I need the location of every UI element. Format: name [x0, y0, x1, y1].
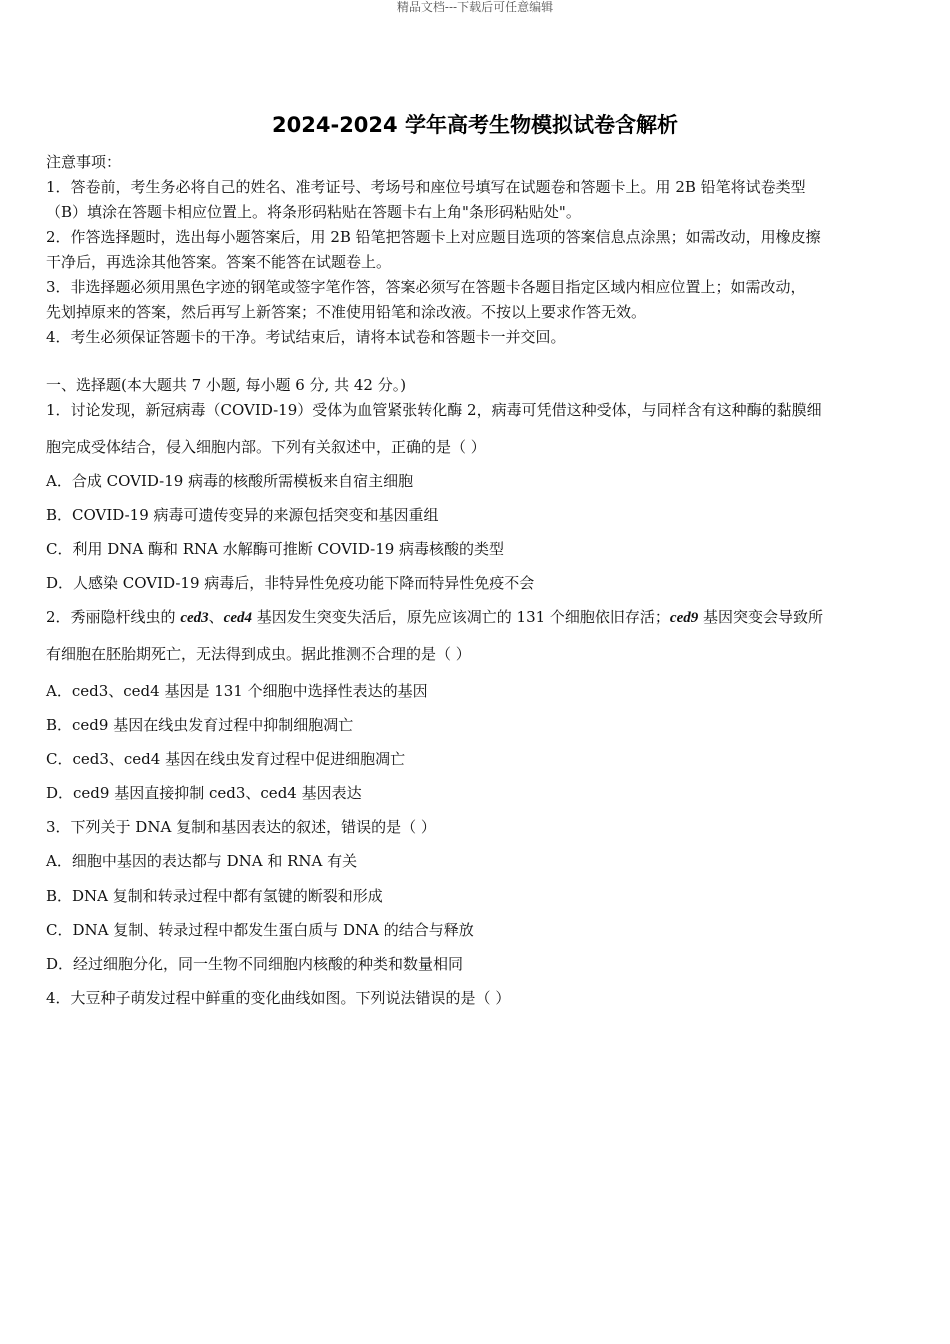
q2-stem-text: 基因突变会导致所: [698, 608, 824, 626]
q2-gene-ced9: ced9: [669, 610, 699, 626]
q2-stem-text: 基因发生突变失活后，原先应该凋亡的 131 个细胞依旧存活；: [251, 608, 670, 626]
q3-stem: 3．下列关于 DNA 复制和基因表达的叙述，错误的是（ ）: [46, 818, 436, 836]
q2-option-d: D．ced9 基因直接抑制 ced3、ced4 基因表达: [46, 784, 362, 802]
q3-option-c: C．DNA 复制、转录过程中都发生蛋白质与 DNA 的结合与释放: [46, 921, 474, 939]
q2-gene-ced3: ced3: [180, 610, 209, 626]
q3-option-b: B．DNA 复制和转录过程中都有氢键的断裂和形成: [46, 887, 383, 905]
q1-stem-line1: 1．讨论发现，新冠病毒（COVID-19）受体为血管紧张转化酶 2，病毒可凭借这种受体，与同样含有这种酶的黏膜细: [46, 401, 822, 419]
q2-option-a: A．ced3、ced4 基因是 131 个细胞中选择性表达的基因: [46, 682, 428, 700]
q1-stem-line2: 胞完成受体结合，侵入细胞内部。下列有关叙述中，正确的是（ ）: [46, 438, 486, 456]
section-title: 一、选择题(本大题共 7 小题, 每小题 6 分, 共 42 分。): [46, 376, 407, 394]
q1-option-b: B．COVID-19 病毒可遗传变异的来源包括突变和基因重组: [46, 506, 439, 524]
notice-line: 3．非选择题必须用黑色字迹的钢笔或签字笔作答，答案必须写在答题卡各题目指定区域内相应位置上；如需改动，: [46, 278, 806, 296]
q2-option-b: B．ced9 基因在线虫发育过程中抑制细胞凋亡: [46, 716, 354, 734]
q2-separator: 、: [208, 608, 224, 626]
q2-stem-line1: [46, 606, 906, 627]
q2-stem-line2: [46, 643, 906, 664]
notice-line: 2．作答选择题时，选出每小题答案后，用 2B 铅笔把答题卡上对应题目选项的答案信息点涂黑；如需改动，用橡皮擦: [46, 228, 821, 246]
q1-option-d: D．人感染 COVID-19 病毒后，非特异性免疫功能下降而特异性免疫不会: [46, 574, 535, 592]
q1-option-c: C．利用 DNA 酶和 RNA 水解酶可推断 COVID-19 病毒核酸的类型: [46, 540, 505, 558]
q4-stem: 4．大豆种子萌发过程中鲜重的变化曲线如图。下列说法错误的是（ ）: [46, 989, 511, 1007]
notice-line: 1．答卷前，考生务必将自己的姓名、准考证号、考场号和座位号填写在试题卷和答题卡上。用 2B 铅笔将试卷类型: [46, 178, 806, 196]
notice-line: 干净后，再选涂其他答案。答案不能答在试题卷上。: [46, 253, 392, 271]
notice-line: （B）填涂在答题卡相应位置上。将条形码粘贴在答题卡右上角"条形码粘贴处"。: [46, 203, 581, 221]
q2-gene-ced4: ced4: [223, 610, 252, 626]
notice-line: 先划掉原来的答案，然后再写上新答案；不准使用铅笔和涂改液。不按以上要求作答无效。: [46, 303, 647, 321]
document-title: 2024-2024 学年高考生物模拟试卷含解析: [272, 113, 678, 137]
q2-stem-text: 2．秀丽隐杆线虫的: [46, 608, 181, 626]
q2-emphasis: 不合理 · · ·: [361, 645, 406, 663]
notice-heading: 注意事项：: [46, 153, 122, 171]
notice-block: [46, 150, 906, 350]
q2-option-c: C．ced3、ced4 基因在线虫发育过程中促进细胞凋亡: [46, 750, 406, 768]
q2-stem-text: 的是（ ）: [406, 645, 471, 663]
page-header-watermark: 精品文档---下载后可任意编辑: [396, 0, 554, 14]
q3-option-d: D．经过细胞分化，同一生物不同细胞内核酸的种类和数量相同: [46, 955, 464, 973]
q1-option-a: A．合成 COVID-19 病毒的核酸所需模板来自宿主细胞: [46, 472, 414, 490]
q3-option-a: A．细胞中基因的表达都与 DNA 和 RNA 有关: [46, 852, 358, 870]
q2-stem-text: 有细胞在胚胎期死亡，无法得到成虫。据此推测: [46, 645, 362, 663]
notice-line: 4．考生必须保证答题卡的干净。考试结束后，请将本试卷和答题卡一并交回。: [46, 328, 566, 346]
